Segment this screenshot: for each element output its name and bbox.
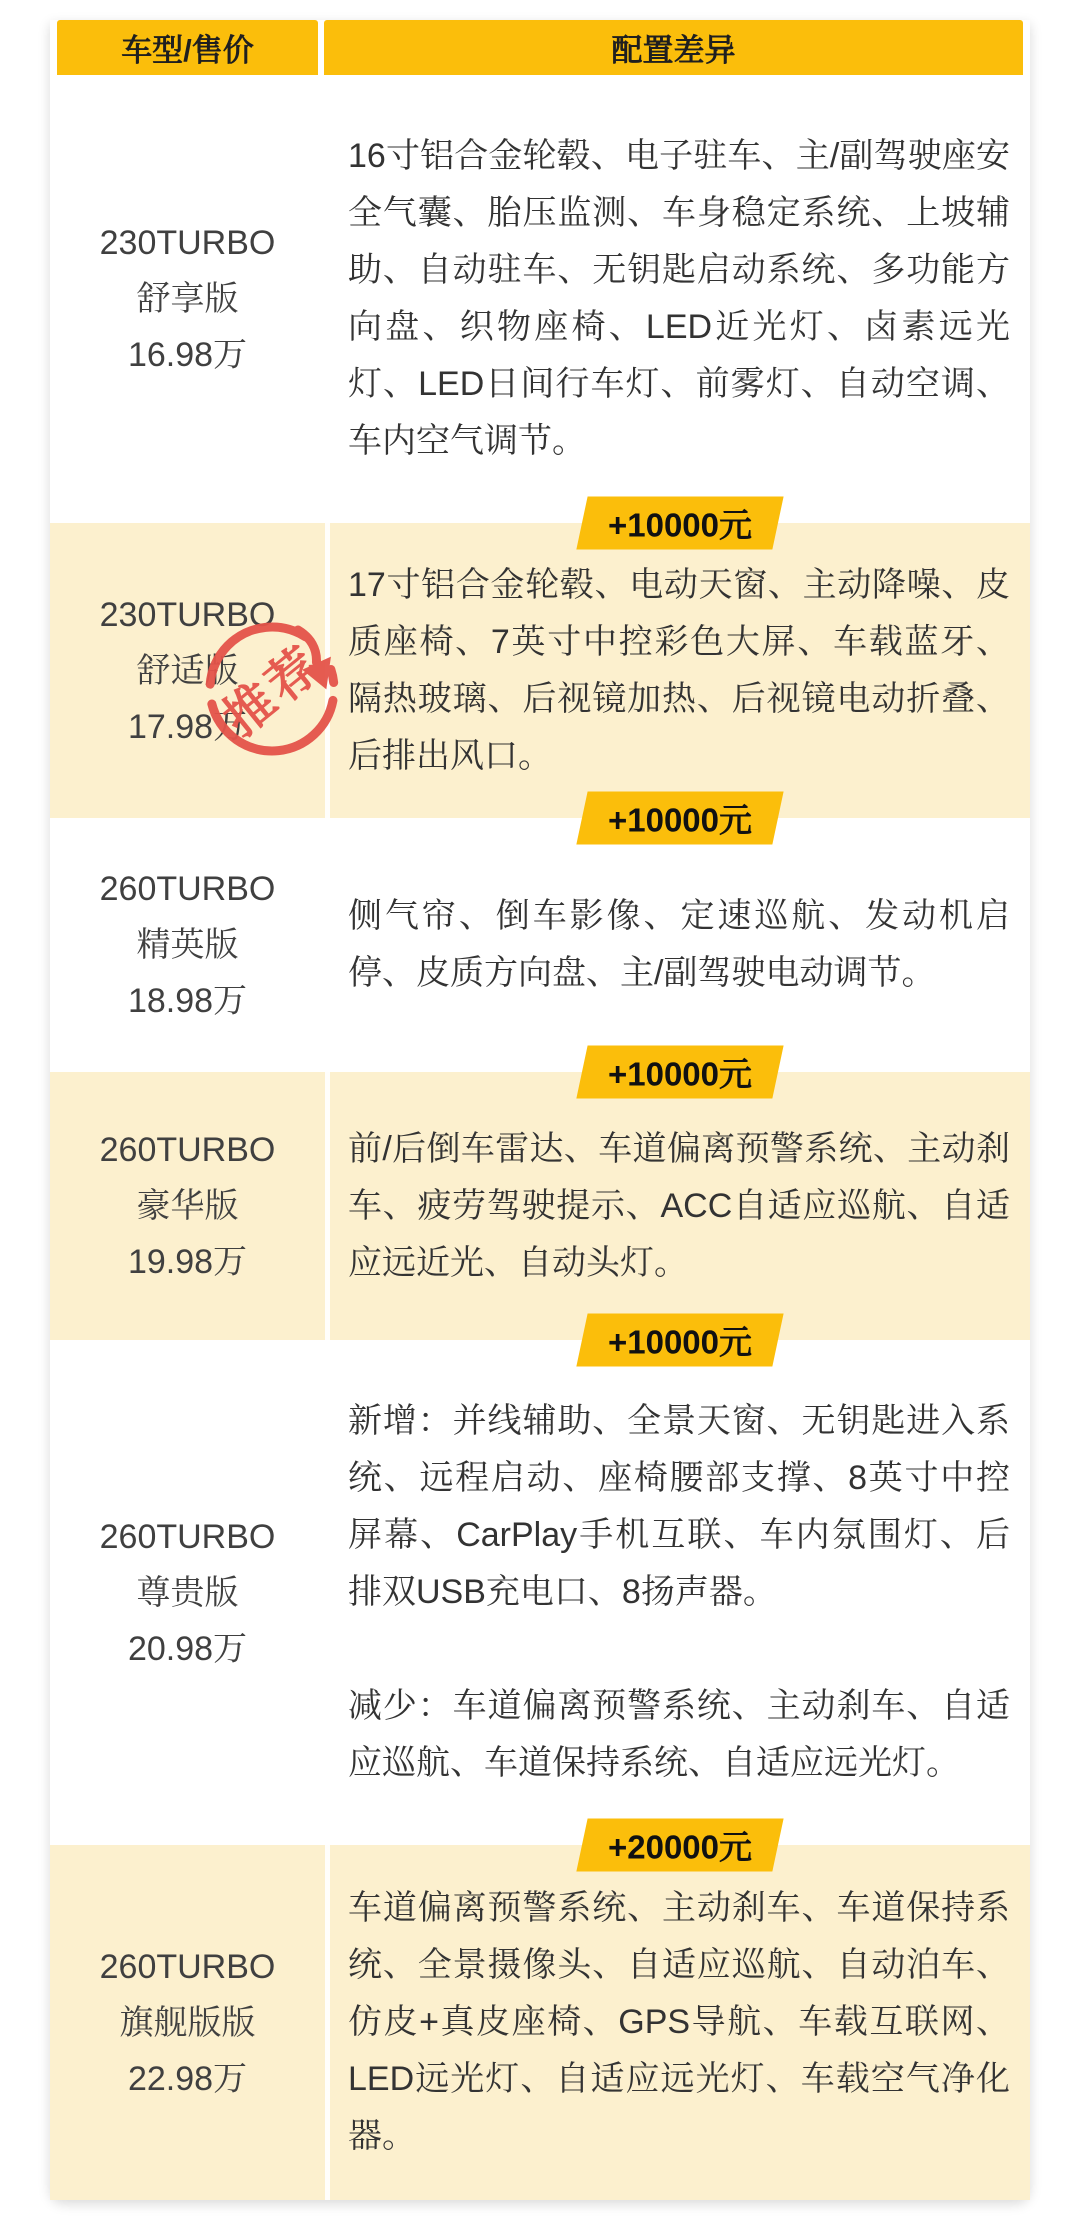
header-model-price: 车型/售价	[57, 20, 318, 75]
config-cell	[330, 75, 1030, 523]
model-name: 260TURBO	[99, 870, 276, 908]
price-increase-badge	[576, 1819, 783, 1872]
model-trim: 旗舰版版	[119, 2003, 256, 2042]
model-trim: 尊贵版	[136, 1573, 239, 1612]
model-trim: 精英版	[136, 926, 239, 964]
model-name: 230TURBO	[99, 595, 276, 634]
model-price: 20.98万	[127, 1629, 248, 1668]
table-row	[50, 1340, 1030, 1866]
price-increase-label: +10000元	[607, 1055, 753, 1093]
price-increase-label: +20000元	[607, 1828, 753, 1866]
table-body	[50, 75, 1030, 2200]
table-row	[50, 523, 1030, 839]
model-cell	[50, 1072, 325, 1340]
model-price: 18.98万	[127, 982, 248, 1020]
config-cell	[330, 1072, 1030, 1340]
config-text: 车道偏离预警系统、主动刹车、车道保持系统、全景摄像头、自适应巡航、自动泊车、仿皮+真皮座椅、GPS导航、车载互联网、LED远光灯、自适应远光灯、车载空气净化器。	[348, 1889, 1010, 2155]
table-row	[50, 1845, 1030, 2200]
model-name: 260TURBO	[99, 1517, 276, 1556]
table-row	[50, 818, 1030, 1093]
model-name: 260TURBO	[99, 1131, 276, 1169]
config-text: 侧气帘、倒车影像、定速巡航、发动机启停、皮质方向盘、主/副驾驶电动调节。	[348, 897, 1010, 992]
model-trim: 舒适版	[136, 651, 239, 690]
price-increase-label: +10000元	[607, 801, 753, 839]
header-config-diff: 配置差异	[324, 20, 1023, 75]
model-price: 22.98万	[127, 2059, 248, 2098]
config-cell	[330, 818, 1030, 1072]
config-text: 17寸铝合金轮毂、电动天窗、主动降噪、皮质座椅、7英寸中控彩色大屏、车载蓝牙、隔热玻璃、后视镜加热、后视镜电动折叠、后排出风口。	[348, 565, 1010, 775]
model-trim: 豪华版	[136, 1187, 239, 1225]
price-increase-label: +10000元	[607, 506, 753, 544]
trim-comparison-table	[50, 20, 1030, 2200]
config-text: 新增：并线辅助、全景天窗、无钥匙进入系统、远程启动、座椅腰部支撑、8英寸中控屏幕、CarPlay手机互联、车内氛围灯、后排双USB充电口、8扬声器。	[348, 1402, 1010, 1611]
table-row	[50, 1072, 1030, 1361]
config-cell	[330, 1340, 1030, 1845]
price-increase-badge	[576, 1314, 783, 1367]
model-price: 19.98万	[127, 1243, 248, 1281]
price-increase-badge	[576, 497, 783, 550]
price-increase-label: +10000元	[607, 1323, 753, 1361]
recommended-stamp-icon	[190, 607, 354, 771]
config-text: 减少：车道偏离预警系统、主动刹车、自适应巡航、车道保持系统、自适应远光灯。	[348, 1687, 1010, 1782]
model-price: 17.98万	[127, 707, 248, 746]
model-price: 16.98万	[127, 336, 248, 374]
recommended-stamp-label: 推荐	[212, 634, 334, 747]
table-row	[50, 75, 1030, 544]
model-cell	[50, 1845, 325, 2200]
config-text: 前/后倒车雷达、车道偏离预警系统、主动刹车、疲劳驾驶提示、ACC自适应巡航、自适应远近光、自动头灯。	[348, 1129, 1010, 1282]
config-cell	[330, 1845, 1030, 2200]
price-increase-badge	[576, 1046, 783, 1099]
model-trim: 舒享版	[136, 280, 239, 318]
model-name: 260TURBO	[99, 1947, 276, 1986]
model-name: 230TURBO	[99, 224, 276, 262]
price-increase-badge	[576, 792, 783, 845]
model-cell	[50, 75, 325, 523]
model-cell	[50, 818, 325, 1072]
table-header-row	[50, 20, 1030, 75]
config-text: 16寸铝合金轮毂、电子驻车、主/副驾驶座安全气囊、胎压监测、车身稳定系统、上坡辅助、自动驻车、无钥匙启动系统、多功能方向盘、织物座椅、LED近光灯、卤素远光灯、LED日间行车灯、前雾灯、自动空调、车内空气调节。	[348, 137, 1010, 460]
config-cell	[330, 523, 1030, 818]
model-cell	[50, 1340, 325, 1845]
